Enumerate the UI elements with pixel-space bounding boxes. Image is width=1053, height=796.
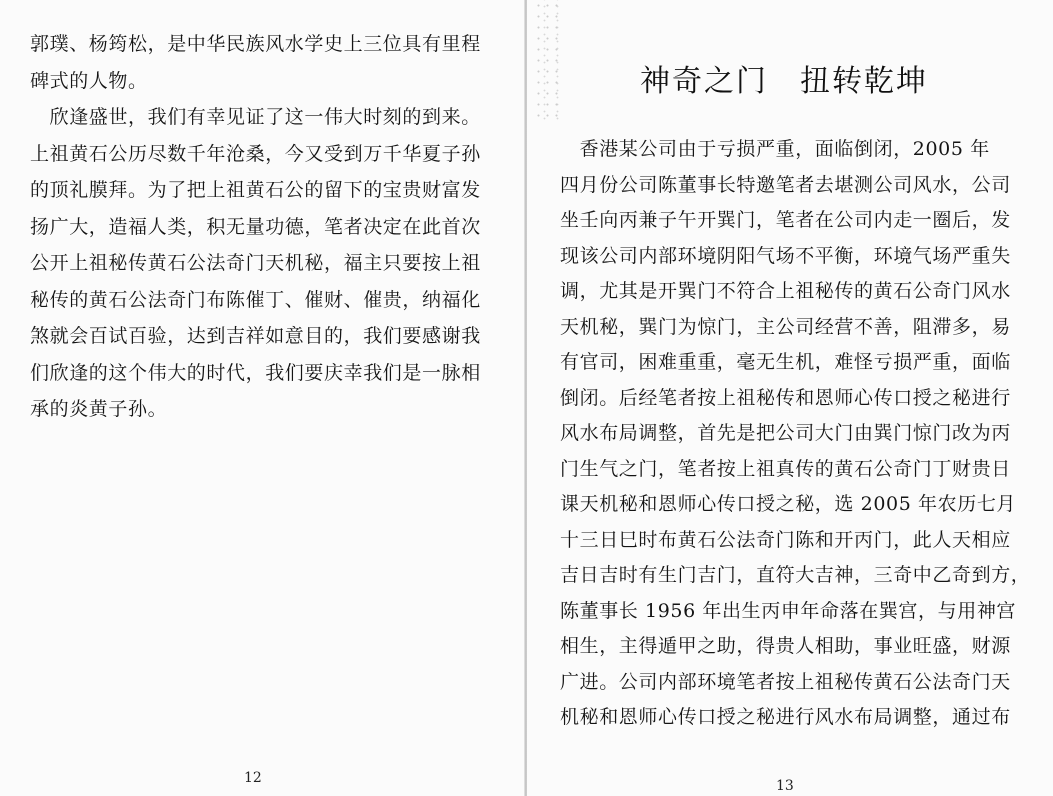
body-line: 煞就会百试百验，达到吉祥如意目的，我们要感谢我	[30, 325, 481, 347]
body-line: 风水布局调整，首先是把公司大门由巽门惊门改为丙	[560, 422, 1011, 444]
body-line: 郭璞、杨筠松，是中华民族风水学史上三位具有里程	[30, 33, 481, 55]
body-line: 机秘和恩师心传口授之秘进行风水布局调整，通过布	[560, 706, 1011, 728]
page-number-left: 12	[244, 770, 262, 786]
body-line: 承的炎黄子孙。	[30, 398, 168, 420]
body-line: 十三日巳时布黄石公法奇门陈和开丙门，此人天相应	[560, 528, 1011, 551]
body-line: 们欣逢的这个伟大的时代，我们要庆幸我们是一脉相	[30, 361, 481, 384]
body-line: 扬广大，造福人类，积无量功德，笔者决定在此首次	[30, 215, 481, 238]
body-line: 天机秘，巽门为惊门，主公司经营不善，阻滞多，易	[560, 315, 1011, 338]
body-line: 的顶礼膜拜。为了把上祖黄石公的留下的宝贵财富发	[30, 179, 481, 201]
body-line: 碑式的人物。	[30, 69, 148, 92]
body-line: 课天机秘和恩师心传口授之秘，选 2005 年农历七月	[560, 493, 1017, 515]
scan-speckle	[534, 0, 562, 120]
body-line: 现该公司内部环境阴阳气场不平衡，环境气场严重失	[560, 244, 1011, 267]
section-title: 神奇之门 扭转乾坤	[640, 64, 928, 99]
body-line: 四月份公司陈董事长特邀笔者去堪测公司风水，公司	[560, 173, 1011, 196]
body-line: 公开上祖秘传黄石公法奇门天机秘，福主只要按上祖	[30, 252, 481, 274]
left-page-body	[30, 26, 485, 428]
body-line: 倒闭。后经笔者按上祖秘传和恩师心传口授之秘进行	[560, 386, 1011, 409]
right-page-body	[560, 132, 1031, 736]
body-line: 坐壬向丙兼子午开巽门，笔者在公司内走一圈后，发	[560, 209, 1011, 231]
body-line: 香港某公司由于亏损严重，面临倒闭，2005 年	[560, 138, 990, 160]
left-page	[0, 0, 526, 796]
body-line: 广进。公司内部环境笔者按上祖秘传黄石公法奇门天	[560, 670, 1011, 693]
body-line: 相生，主得遁甲之助，得贵人相助，事业旺盛，财源	[560, 635, 1011, 657]
body-line: 吉日吉时有生门吉门，直符大吉神，三奇中乙奇到方，	[560, 564, 1031, 586]
body-line: 门生气之门，笔者按上祖真传的黄石公奇门丁财贵日	[560, 457, 1011, 480]
body-line: 上祖黄石公历尽数千年沧桑，今又受到万千华夏子孙	[30, 142, 481, 165]
body-line: 秘传的黄石公法奇门布陈催丁、催财、催贵，纳福化	[30, 288, 481, 311]
page-number-right: 13	[776, 778, 794, 794]
body-line: 陈董事长 1956 年出生丙申年命落在巽宫，与用神宫	[560, 599, 1017, 622]
body-line: 有官司，困难重重，毫无生机，难怪亏损严重，面临	[560, 351, 1011, 373]
body-line: 欣逢盛世，我们有幸见证了这一伟大时刻的到来。	[30, 106, 481, 128]
body-line: 调，尤其是开巽门不符合上祖秘传的黄石公奇门风水	[560, 280, 1011, 302]
